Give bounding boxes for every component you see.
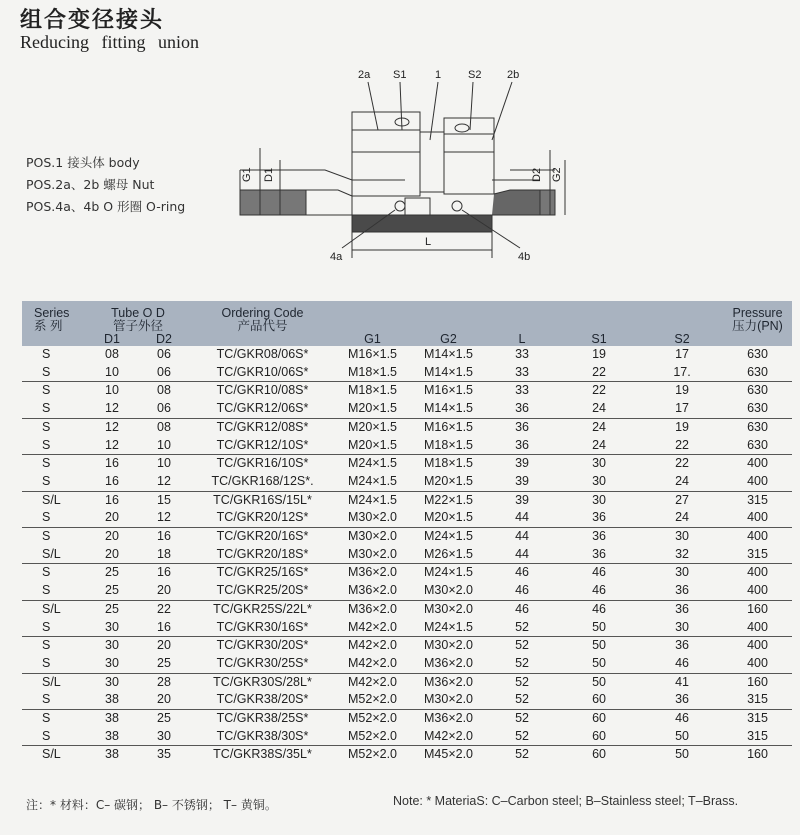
table-row — [22, 655, 792, 673]
table-row — [22, 528, 792, 546]
table-cell: 25 — [157, 655, 171, 670]
header-series-cn: 系 列 — [22, 320, 86, 333]
table-cell: 30 — [641, 564, 723, 582]
table-cell: 22 — [675, 437, 689, 452]
table-cell: 39 — [487, 455, 557, 473]
header-pressure: Pressure — [723, 301, 792, 320]
table-row — [22, 673, 792, 691]
table-cell: 36 — [515, 401, 529, 416]
table-cell: 25 — [86, 600, 138, 618]
table-cell: 50 — [557, 673, 641, 691]
table-cell: 16 — [105, 473, 119, 488]
table-cell: 30 — [105, 655, 119, 670]
table-cell: 20 — [105, 510, 119, 525]
table-row — [22, 746, 792, 764]
table-cell: M16×1.5 — [410, 382, 487, 400]
table-cell: 35 — [138, 746, 190, 764]
leader-line — [470, 82, 473, 130]
table-cell: 08 — [105, 347, 119, 361]
table-cell: S — [42, 619, 51, 634]
header-tube: Tube O D — [86, 301, 190, 320]
table-cell: 400 — [747, 583, 768, 598]
table-cell: M36×2.0 — [348, 583, 398, 598]
table-cell: 630 — [723, 382, 792, 400]
table-cell: 06 — [157, 401, 171, 416]
table-cell: 630 — [747, 347, 768, 361]
table-cell: M42×2.0 — [335, 673, 410, 691]
table-cell: 160 — [723, 746, 792, 764]
label-1: 1 — [435, 69, 442, 81]
table-cell: 39 — [515, 473, 529, 488]
table-cell: 50 — [592, 655, 606, 670]
table-cell: M30×2.0 — [335, 528, 410, 546]
table-cell: 46 — [487, 564, 557, 582]
table-cell: 15 — [138, 491, 190, 509]
header-pressure-cn: 压力(PN) — [723, 320, 792, 333]
table-cell: M36×2.0 — [410, 710, 487, 728]
table-cell: TC/GKR38/25S* — [190, 710, 335, 728]
table-cell: 27 — [641, 491, 723, 509]
table-cell: 36 — [515, 437, 529, 452]
table-cell: 400 — [723, 528, 792, 546]
table-cell: S — [22, 710, 86, 728]
table-cell: TC/GKR38S/35L* — [190, 746, 335, 764]
header-s2: S2 — [641, 333, 723, 346]
table-cell: 22 — [557, 382, 641, 400]
table-cell: 16 — [138, 528, 190, 546]
page-title-en: Reducing fitting union — [20, 32, 199, 52]
table-cell: M16×1.5 — [348, 347, 398, 361]
page-title-cn: 组合变径接头 — [20, 8, 165, 33]
table-cell: 400 — [747, 619, 768, 634]
table-cell: TC/GKR10/08S* — [190, 382, 335, 400]
table-cell: 30 — [557, 491, 641, 509]
table-cell: M30×2.0 — [424, 583, 474, 598]
table-cell: TC/GKR20/16S* — [190, 528, 335, 546]
table-cell: S/L — [22, 491, 86, 509]
table-cell: M24×1.5 — [410, 564, 487, 582]
table-cell: S — [42, 510, 51, 525]
table-cell: TC/GKR16/10S* — [190, 455, 335, 473]
table-cell: M42×2.0 — [424, 728, 474, 743]
leader-line — [430, 82, 438, 140]
table-cell: 52 — [515, 728, 529, 743]
table-cell: 52 — [487, 710, 557, 728]
table-cell: 17. — [673, 364, 691, 379]
table-cell: TC/GKR168/12S*. — [211, 473, 314, 488]
table-cell: 41 — [641, 673, 723, 691]
table-cell: 60 — [592, 692, 606, 707]
table-cell: TC/GKR10/06S* — [216, 364, 309, 379]
table-cell: 400 — [723, 564, 792, 582]
table-cell: 30 — [86, 637, 138, 655]
table-cell: 22 — [138, 600, 190, 618]
table-cell: M14×1.5 — [424, 347, 474, 361]
table-cell: 315 — [747, 692, 768, 707]
table-cell: M20×1.5 — [424, 510, 474, 525]
table-cell: 44 — [515, 510, 529, 525]
table-cell: 17 — [675, 347, 689, 361]
table-cell: 18 — [157, 546, 171, 561]
table-cell: 16 — [86, 491, 138, 509]
note-english: Note: * MateriaS: C–Carbon steel; B–Stainless steel; T–Brass. — [393, 794, 739, 808]
table-cell: 20 — [138, 637, 190, 655]
table-row — [22, 455, 792, 473]
table-cell: 25 — [138, 710, 190, 728]
table-cell: 36 — [557, 528, 641, 546]
table-cell: 30 — [675, 619, 689, 634]
table-cell: 22 — [592, 364, 606, 379]
table-cell: 20 — [105, 546, 119, 561]
table-cell: TC/GKR12/08S* — [190, 418, 335, 436]
table-cell: TC/GKR38/20S* — [216, 692, 309, 707]
table-cell: M52×2.0 — [335, 710, 410, 728]
table-cell: 38 — [86, 710, 138, 728]
table-cell: 46 — [515, 583, 529, 598]
label-l: L — [425, 236, 432, 248]
table-cell: 06 — [157, 347, 171, 361]
table-cell: M20×1.5 — [348, 437, 398, 452]
table-cell: 30 — [86, 673, 138, 691]
table-cell: 46 — [592, 583, 606, 598]
table-row — [22, 582, 792, 600]
table-cell: 46 — [557, 600, 641, 618]
table-cell: 10 — [138, 455, 190, 473]
table-cell: 52 — [487, 637, 557, 655]
table-cell: TC/GKR20/18S* — [216, 546, 309, 561]
table-cell: 46 — [675, 655, 689, 670]
table-cell: S — [42, 473, 51, 488]
table-cell: M14×1.5 — [424, 364, 474, 379]
body-1 — [352, 132, 492, 232]
table-cell: M52×2.0 — [348, 692, 398, 707]
table-cell: M16×1.5 — [410, 418, 487, 436]
table-cell: TC/GKR25/20S* — [216, 583, 309, 598]
table-cell: 19 — [641, 382, 723, 400]
table-row — [22, 346, 792, 364]
table-cell: 32 — [675, 546, 689, 561]
position-item: POS.2a、2b 螺母 Nut — [26, 177, 155, 192]
table-cell: 50 — [557, 637, 641, 655]
table-cell: 12 — [105, 437, 119, 452]
table-cell: 315 — [747, 546, 768, 561]
table-cell: 24 — [592, 401, 606, 416]
nut-2a — [306, 112, 420, 215]
header-d1: D1 — [86, 333, 138, 346]
table-cell: TC/GKR30/20S* — [190, 637, 335, 655]
table-cell: 33 — [515, 364, 529, 379]
label-d2: D2 — [531, 167, 543, 182]
header-l: L — [487, 333, 557, 346]
table-cell: TC/GKR12/10S* — [216, 437, 309, 452]
table-cell: 38 — [86, 746, 138, 764]
table-cell: 30 — [157, 728, 171, 743]
table-cell: 36 — [641, 600, 723, 618]
table-row — [22, 491, 792, 509]
table-cell: M24×1.5 — [410, 528, 487, 546]
position-item: POS.1 接头体 body — [26, 155, 140, 170]
table-cell: 16 — [86, 455, 138, 473]
table-cell: S — [42, 583, 51, 598]
table-cell: M52×2.0 — [348, 728, 398, 743]
table-cell: 400 — [747, 655, 768, 670]
table-cell: 30 — [641, 528, 723, 546]
table-cell: 12 — [105, 401, 119, 416]
header-code-cn: 产品代号 — [190, 320, 335, 333]
table-cell: 06 — [157, 364, 171, 379]
table-cell: 46 — [557, 564, 641, 582]
table-cell: 33 — [515, 347, 529, 361]
table-cell: 16 — [138, 564, 190, 582]
table-row — [22, 364, 792, 382]
specification-table — [22, 301, 792, 764]
table-cell: M52×2.0 — [335, 746, 410, 764]
table-cell: S — [22, 528, 86, 546]
table-cell: 60 — [557, 746, 641, 764]
table-cell: TC/GKR20/12S* — [216, 510, 309, 525]
table-cell: 400 — [723, 455, 792, 473]
table-cell: 24 — [557, 418, 641, 436]
table-cell: M22×1.5 — [410, 491, 487, 509]
table-row — [22, 710, 792, 728]
table-cell: M24×1.5 — [424, 619, 474, 634]
table-cell: S — [42, 728, 51, 743]
table-cell: 28 — [138, 673, 190, 691]
table-cell: TC/GKR12/06S* — [216, 401, 309, 416]
table-cell: S — [22, 455, 86, 473]
table-cell: M36×2.0 — [335, 600, 410, 618]
table-cell: 25 — [105, 583, 119, 598]
table-cell: 38 — [105, 728, 119, 743]
table-cell: 630 — [747, 401, 768, 416]
table-cell: 60 — [592, 728, 606, 743]
table-cell: 36 — [592, 510, 606, 525]
table-cell: M42×2.0 — [348, 655, 398, 670]
table-row — [22, 382, 792, 400]
label-2a: 2a — [358, 69, 371, 81]
table-cell: M36×2.0 — [424, 655, 474, 670]
header-g1: G1 — [335, 333, 410, 346]
table-cell: M30×2.0 — [424, 692, 474, 707]
table-cell: M18×1.5 — [410, 455, 487, 473]
table-cell: 19 — [592, 347, 606, 361]
table-cell: M18×1.5 — [348, 364, 398, 379]
table-cell: M24×1.5 — [335, 455, 410, 473]
table-cell: M18×1.5 — [424, 437, 474, 452]
table-cell: M24×1.5 — [335, 491, 410, 509]
table-row — [22, 600, 792, 618]
table-cell: M45×2.0 — [410, 746, 487, 764]
position-item: POS.4a、4b O 形圈 O-ring — [26, 199, 186, 214]
table-cell: TC/GKR30/25S* — [216, 655, 309, 670]
table-cell: 50 — [592, 619, 606, 634]
table-cell: 52 — [487, 746, 557, 764]
table-cell: 36 — [592, 546, 606, 561]
table-cell: 17 — [675, 401, 689, 416]
table-cell: 24 — [675, 510, 689, 525]
table-cell: 38 — [105, 692, 119, 707]
table-cell: M30×2.0 — [348, 546, 398, 561]
table-cell: 12 — [157, 510, 171, 525]
table-cell: S/L — [42, 546, 61, 561]
table-cell: M30×2.0 — [410, 637, 487, 655]
table-cell: 08 — [138, 382, 190, 400]
nut-2b — [444, 118, 540, 215]
table-cell: M14×1.5 — [424, 401, 474, 416]
table-cell: 12 — [157, 473, 171, 488]
fitting-diagram — [230, 60, 563, 265]
header-s1: S1 — [557, 333, 641, 346]
label-2b: 2b — [507, 69, 520, 81]
table-cell: S — [22, 418, 86, 436]
table-cell: 10 — [105, 364, 119, 379]
header-series: Series — [22, 301, 86, 320]
table-cell: 630 — [747, 437, 768, 452]
label-d1: D1 — [263, 167, 275, 182]
table-cell: 52 — [515, 692, 529, 707]
table-cell: 16 — [157, 619, 171, 634]
table-cell: 19 — [641, 418, 723, 436]
table-cell: S — [42, 655, 51, 670]
label-g1: G1 — [241, 167, 253, 182]
header-code: Ordering Code — [190, 301, 335, 320]
table-cell: TC/GKR16S/15L* — [190, 491, 335, 509]
table-cell: 630 — [747, 364, 768, 379]
label-4b: 4b — [518, 251, 531, 263]
table-cell: M42×2.0 — [348, 619, 398, 634]
table-row — [22, 437, 792, 455]
table-cell: S — [22, 637, 86, 655]
table-cell: M20×1.5 — [424, 473, 474, 488]
table-cell: M24×1.5 — [348, 473, 398, 488]
table-cell: 50 — [675, 728, 689, 743]
table-cell: 12 — [86, 418, 138, 436]
table-row — [22, 546, 792, 564]
table-row — [22, 418, 792, 436]
table-cell: 20 — [157, 583, 171, 598]
table-cell: 315 — [723, 491, 792, 509]
table-cell: 39 — [487, 491, 557, 509]
header-tube-cn: 管子外径 — [86, 320, 190, 333]
table-cell: 160 — [723, 673, 792, 691]
table-cell: S — [22, 382, 86, 400]
table-cell: M26×1.5 — [424, 546, 474, 561]
table-cell: S — [42, 692, 51, 707]
table-cell: TC/GKR25/16S* — [190, 564, 335, 582]
table-cell: 315 — [747, 728, 768, 743]
table-cell: 10 — [86, 382, 138, 400]
table-cell: 46 — [487, 600, 557, 618]
table-cell: 630 — [723, 418, 792, 436]
label-s1: S1 — [393, 69, 407, 81]
table-cell: 160 — [723, 600, 792, 618]
table-cell: M42×2.0 — [335, 637, 410, 655]
table-cell: 36 — [641, 637, 723, 655]
table-row — [22, 691, 792, 709]
note-chinese: 注：* 材料：C– 碳钢； B– 不锈钢； T– 黄铜。 — [26, 798, 277, 812]
table-cell: M30×2.0 — [348, 510, 398, 525]
table-cell: S/L — [22, 746, 86, 764]
table-cell: 400 — [747, 510, 768, 525]
table-cell: M18×1.5 — [335, 382, 410, 400]
table-cell: S/L — [22, 600, 86, 618]
table-cell: 36 — [675, 583, 689, 598]
table-cell: 25 — [86, 564, 138, 582]
table-cell: 24 — [592, 437, 606, 452]
table-cell: 10 — [157, 437, 171, 452]
table-row — [22, 400, 792, 418]
table-cell: 30 — [557, 455, 641, 473]
table-cell: 400 — [723, 637, 792, 655]
table-cell: 20 — [86, 528, 138, 546]
table-cell: 30 — [592, 473, 606, 488]
table-cell: TC/GKR30S/28L* — [190, 673, 335, 691]
table-cell: S — [22, 564, 86, 582]
table-row — [22, 728, 792, 746]
table-cell: TC/GKR25S/22L* — [190, 600, 335, 618]
table-cell: 60 — [557, 710, 641, 728]
label-g2: G2 — [551, 167, 563, 182]
label-4a: 4a — [330, 251, 343, 263]
table-cell: S/L — [22, 673, 86, 691]
table-cell: 22 — [641, 455, 723, 473]
table-cell: 36 — [675, 692, 689, 707]
header-g2: G2 — [410, 333, 487, 346]
table-cell: 30 — [105, 619, 119, 634]
table-cell: TC/GKR30/16S* — [216, 619, 309, 634]
table-cell: 20 — [157, 692, 171, 707]
table-cell: M30×2.0 — [410, 600, 487, 618]
table-cell: 33 — [487, 382, 557, 400]
table-row — [22, 619, 792, 637]
table-cell: 08 — [138, 418, 190, 436]
label-s2: S2 — [468, 69, 482, 81]
table-cell: S — [42, 347, 51, 361]
table-cell: M36×2.0 — [335, 564, 410, 582]
table-cell: 36 — [487, 418, 557, 436]
header-d2: D2 — [138, 333, 190, 346]
table-cell: 24 — [675, 473, 689, 488]
table-row — [22, 473, 792, 491]
table-cell: 44 — [487, 528, 557, 546]
table-cell: S — [42, 364, 51, 379]
table-cell: TC/GKR08/06S* — [216, 347, 309, 361]
table-row — [22, 564, 792, 582]
leader-line — [400, 82, 402, 130]
table-cell: 50 — [641, 746, 723, 764]
table-cell: S — [42, 437, 51, 452]
leader-line — [368, 82, 378, 130]
table-cell: M20×1.5 — [335, 418, 410, 436]
table-cell: 52 — [515, 655, 529, 670]
position-legend — [26, 152, 185, 218]
table-row — [22, 509, 792, 527]
leader-line — [492, 82, 512, 140]
table-row — [22, 637, 792, 655]
table-cell: 52 — [515, 619, 529, 634]
table-cell: M20×1.5 — [348, 401, 398, 416]
table-cell: M36×2.0 — [410, 673, 487, 691]
table-cell: TC/GKR38/30S* — [216, 728, 309, 743]
table-cell: 400 — [747, 473, 768, 488]
table-cell: 52 — [487, 673, 557, 691]
table-cell: 315 — [723, 710, 792, 728]
table-cell: S — [42, 401, 51, 416]
table-cell: 46 — [641, 710, 723, 728]
table-cell: 44 — [515, 546, 529, 561]
